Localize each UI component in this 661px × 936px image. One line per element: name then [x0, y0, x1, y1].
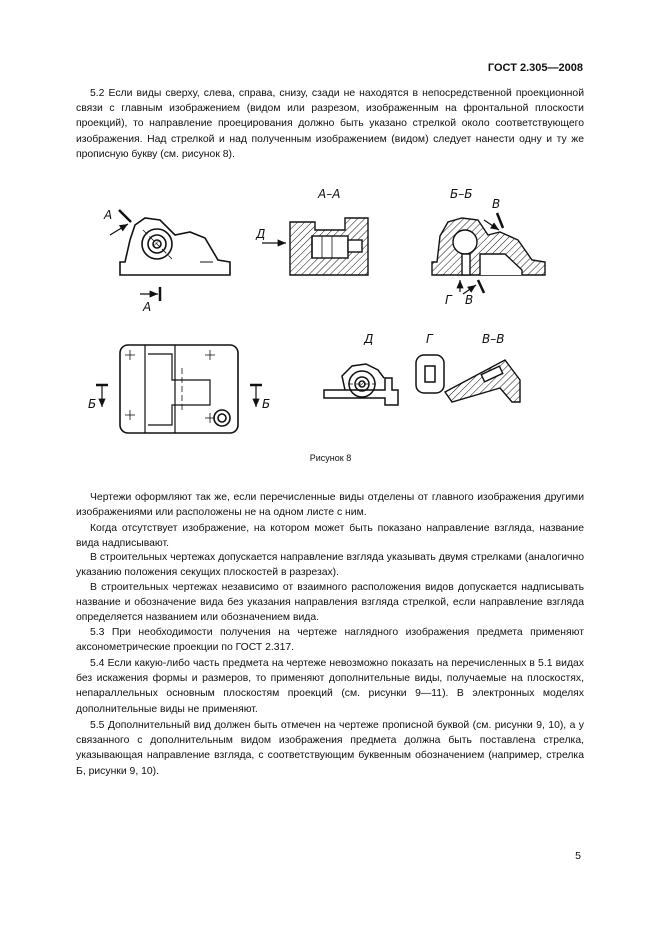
- section-aa: [290, 218, 368, 275]
- label-section-bb: Б–Б: [450, 187, 473, 201]
- paragraph-4: В строительных чертежах независимо от взаимного расположения видов допускается надписывать название и обозначение вида без указания направления взгляда стрелкой, если направление взгляда определяется названием или обозначением вида.: [76, 582, 584, 624]
- section-bb: [432, 218, 545, 275]
- label-section-vv: В–В: [482, 332, 505, 346]
- arrow-a-top: [103, 208, 131, 235]
- label-view-g: Г: [426, 332, 433, 346]
- paragraph-5-5: 5.5 Дополнительный вид должен быть отмечен на чертеже прописной буквой (см. рисунки 9, 10), а у связанного с дополнительным видом изображения предмета должна быть поставлена стрелка, указывающая направление взгляда, с соответствующим буквенным обозначением (например, стрелка Б, рисунки 9, 10).: [76, 720, 584, 777]
- label-section-aa: А–А: [318, 187, 341, 201]
- label-a-top: А: [104, 208, 113, 222]
- page-number: 5: [575, 850, 581, 862]
- view-g: [416, 355, 444, 393]
- label-v-top: В: [492, 197, 501, 211]
- arrow-a-bottom: [140, 287, 160, 314]
- paragraph-3: В строительных чертежах допускается направление взгляда указывать двумя стрелками (аналогично указанию положения секущих плоскостей в разрезах).: [76, 552, 584, 579]
- label-a-bottom: А: [143, 300, 152, 314]
- figure-8: [0, 180, 661, 460]
- main-view: [120, 218, 230, 275]
- top-view: [120, 345, 238, 433]
- section-vv: [445, 360, 520, 402]
- view-d: [324, 364, 398, 405]
- paragraph-2: Когда отсутствует изображение, на котором может быть показано направление взгляда, название вида надписывают.: [76, 523, 584, 550]
- label-b-left: Б: [88, 397, 97, 411]
- arrow-b-right: [250, 385, 270, 411]
- arrow-d: [255, 227, 286, 243]
- label-v-bottom: В: [465, 293, 474, 307]
- document-code: ГОСТ 2.305—2008: [487, 62, 583, 74]
- figure-caption: Рисунок 8: [309, 453, 352, 463]
- paragraph-5-2: 5.2 Если виды сверху, слева, справа, снизу, сзади не находятся в непосредственной проекционной связи с главным изображением (видом или разрезом, изображенным на фронтальной плоскости проекций), то направление проецирования должно быть указано стрелкой около соответствующего изображения. Над стрелкой и над полученным изображением (видом) следует нанести одну и ту же прописную букву (см. рисунок 8).: [76, 88, 584, 160]
- arrow-b-left: [88, 385, 108, 411]
- arrow-g: [445, 280, 460, 307]
- label-g-arrow: Г: [445, 293, 452, 307]
- arrow-v-bottom: [463, 280, 484, 307]
- label-view-d: Д: [364, 332, 374, 346]
- paragraph-1: Чертежи оформляют так же, если перечисленные виды отделены от главного изображения другими изображениями или расположены не на одном листе с ним.: [76, 492, 584, 519]
- paragraph-5-4: 5.4 Если какую-либо часть предмета на чертеже невозможно показать на перечисленных в 5.1 видах без искажения формы и размеров, то применяют дополнительные виды, получаемые на плоскостях, непараллельных основным плоскостям проекций (см. рисунки 9—11). В электронных моделях дополнительные виды не применяют.: [76, 658, 584, 715]
- label-b-right: Б: [262, 397, 271, 411]
- paragraph-5-3: 5.3 При необходимости получения на чертеже наглядного изображения предмета применяют аксонометрические проекции по ГОСТ 2.317.: [76, 627, 584, 654]
- label-d-arrow: Д: [256, 227, 266, 241]
- arrow-v-top: [484, 197, 503, 230]
